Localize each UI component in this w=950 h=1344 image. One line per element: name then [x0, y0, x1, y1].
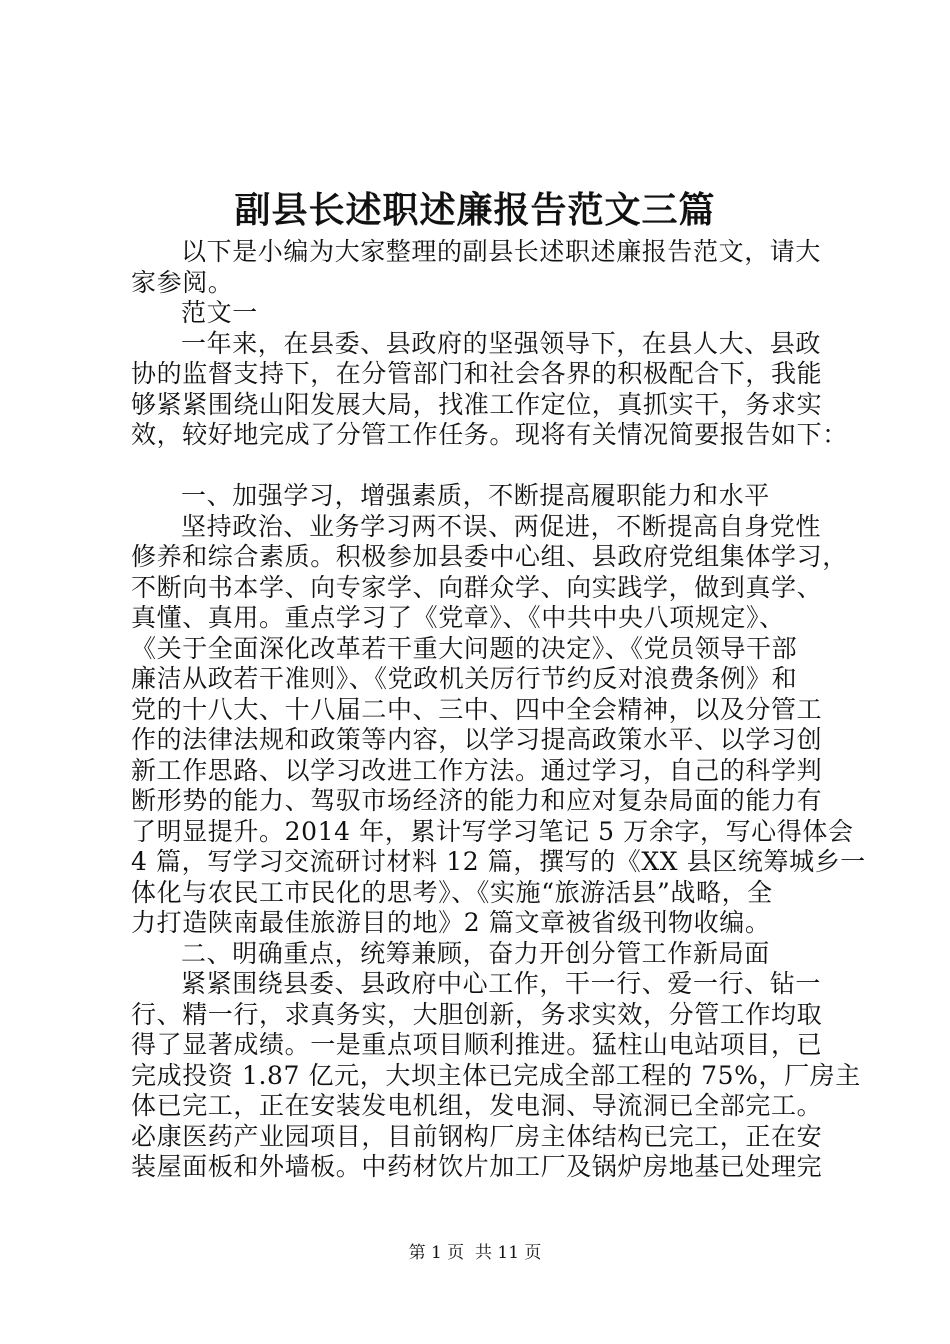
- text-line: 以下是小编为大家整理的副县长述职述廉报告范文，请大: [181, 237, 822, 266]
- text-line: 新工作思路、以学习改进工作方法。通过学习，自己的科学判: [131, 755, 823, 785]
- section-heading: 二、明确重点，统筹兼顾，奋力开创分管工作新局面: [181, 938, 770, 968]
- page-footer: [0, 1242, 950, 1264]
- text-line: 一年来，在县委、县政府的坚强领导下，在县人大、县政: [181, 328, 822, 358]
- paragraph-gap: [131, 451, 831, 482]
- text-line: 作的法律法规和政策等内容，以学习提高政策水平、以学习创: [131, 725, 823, 754]
- text-line: 4 篇，写学习交流研讨材料 12 篇，撰写的《XX 县区统筹城乡一: [131, 847, 866, 876]
- text-line: 效，较好地完成了分管工作任务。现将有关情况简要报告如下：: [131, 420, 848, 449]
- text-line: 党的十八大、十八届二中、三中、四中全会精神，以及分管工: [131, 694, 823, 724]
- text-line: 装屋面板和外墙板。中药材饮片加工厂及锅炉房地基已处理完: [131, 1152, 823, 1181]
- text-line: 不断向书本学、向专家学、向群众学、向实践学，做到真学、: [131, 572, 823, 602]
- text-line: 体已完工，正在安装发电机组，发电洞、导流洞已全部完工。: [131, 1091, 823, 1120]
- text-line: 了明显提升。2014 年，累计写学习笔记 5 万余字，写心得体会: [131, 816, 854, 846]
- text-line: 坚持政治、业务学习两不误、两促进，不断提高自身党性: [181, 511, 822, 541]
- text-line: 力打造陕南最佳旅游目的地》2 篇文章被省级刊物收编。: [131, 908, 771, 937]
- page-number: 第 1 页 共 11 页: [408, 1243, 542, 1263]
- text-line: 廉洁从政若干准则》、《党政机关厉行节约反对浪费条例》和: [131, 664, 798, 693]
- text-line: 断形势的能力、驾驭市场经济的能力和应对复杂局面的能力有: [131, 786, 823, 815]
- text-line: 得了显著成绩。一是重点项目顺利推进。猛柱山电站项目，已: [131, 1030, 823, 1059]
- document-title: 副县长述职述廉报告范文三篇: [234, 189, 716, 231]
- text-line: 紧紧围绕县委、县政府中心工作，干一行、爱一行、钻一: [181, 969, 822, 998]
- text-line: 完成投资 1.87 亿元，大坝主体已完成全部工程的 75%，厂房主: [131, 1060, 861, 1090]
- text-line: 家参阅。: [131, 267, 234, 297]
- text-line: 修养和综合素质。积极参加县委中心组、县政府党组集体学习，: [131, 542, 848, 571]
- text-line: 真懂、真用。重点学习了《党章》、《中共中央八项规定》、: [131, 603, 785, 632]
- text-line: 行、精一行，求真务实，大胆创新，务求实效，分管工作均取: [131, 999, 823, 1029]
- text-line: 够紧紧围绕山阳发展大局，找准工作定位，真抓实干，务求实: [131, 389, 823, 419]
- text-line: 体化与农民工市民化的思考》、《实施“旅游活县”战略，全: [131, 877, 773, 907]
- text-line: 协的监督支持下，在分管部门和社会各界的积极配合下，我能: [131, 359, 823, 388]
- section-heading: 一、加强学习，增强素质，不断提高履职能力和水平: [181, 481, 770, 510]
- section-label: 范文一: [181, 298, 258, 327]
- text-line: 《关于全面深化改革若干重大问题的决定》、《党员领导干部: [131, 633, 798, 663]
- document-body: [131, 237, 866, 1183]
- text-line: 必康医药产业园项目，目前钢构厂房主体结构已完工，正在安: [131, 1121, 823, 1151]
